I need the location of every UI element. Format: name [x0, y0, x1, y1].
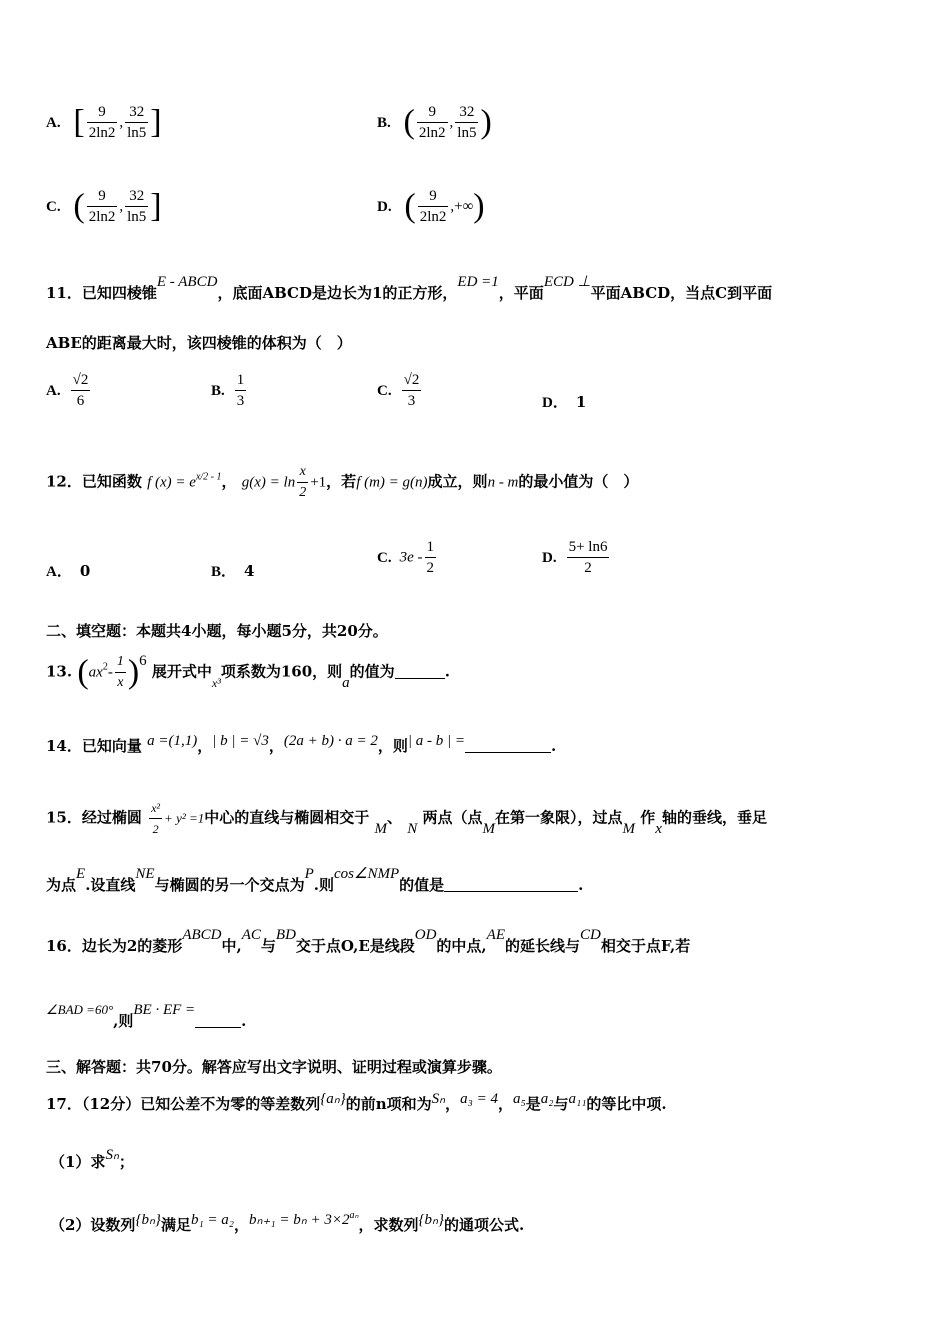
q13-answer-blank[interactable] [395, 666, 445, 679]
q16-stem-line1: 16．边长为2的菱形ABCD中,AC与BD交于点O,E是线段OD的中点,AE的延长线与CD相交于点F,若 [46, 927, 691, 955]
q16-answer-blank[interactable] [195, 1015, 241, 1028]
q14-answer-blank[interactable] [465, 740, 551, 753]
q13-stem: 13. ($ax^2-$ $\frac{1}{x}$ )6 展开式中$_{x^3}$项系数为160，则a的值为 . [46, 652, 450, 691]
q11-option-b: B. $\frac{1}{3}$ [211, 372, 245, 409]
q12-stem: 12．已知函数 f $(x) = e^{x/2 - 1}$， g(x) = ln $\frac{x}{2}$ +1，若f (m) = g(n)成立，则n - m的最小值为（ ） [46, 464, 639, 500]
q15-stem-line2: 为点E.设直线NE与椭圆的另一个交点为P.则cos∠NMP的值是 . [46, 866, 584, 894]
q12-option-c: C. 3e - $\frac{1}{2}$ [377, 539, 434, 576]
section-heading-solutions: 三、解答题：共70分。解答应写出文字说明、证明过程或演算步骤。 [46, 1058, 502, 1076]
q17-stem: 17．（12分）已知公差不为零的等差数列{aₙ}的前n项和为Sₙ，a₃ = 4，a₅是a₂与a₁₁的等比中项. [46, 1091, 667, 1113]
q10-option-b: B. ( $\frac{9}{2\ln 2}$ , $\frac{32}{\ln 5}$ ) [377, 103, 492, 141]
section-heading-fill-in: 二、填空题：本题共4小题，每小题5分，共20分。 [46, 622, 388, 640]
q14-stem: 14．已知向量 a =(1,1)，| b | = √3，(2a + b) · a = 2，则| a - b | = . [46, 733, 557, 755]
q17-part1: （1）求Sₙ； [50, 1147, 134, 1171]
q15-stem-line1: 15．经过椭圆 $\frac{\text{x²}}{2}$ + y² =1中心的直线与椭圆相交于 M、 N 两点（点M在第一象限），过点M 作x轴的垂线，垂足 [46, 798, 767, 839]
q10-option-c: C. ( $\frac{9}{2\ln 2}$ , $\frac{32}{\ln 5}$ ] [46, 187, 162, 225]
q16-stem-line2: ∠BAD =60°,则BE · EF =. [46, 1002, 247, 1030]
q17-part2: （2）设数列{bₙ}满足b₁ = a₂，$b_{n+1} = b_n + 3\times 2^{a_n}$，求数列{bₙ}的通项公式. [50, 1210, 525, 1234]
q11-option-c: C. $\frac{√2}{3}$ [377, 372, 420, 409]
q10-option-a: A. [ $\frac{9}{2\ln 2}$ , $\frac{32}{\ln 5}$ ] [46, 103, 162, 141]
q10-option-d: D. ( $\frac{9}{2\ln 2}$ ,+∞) [377, 187, 485, 225]
q15-answer-blank[interactable] [444, 879, 578, 892]
q11-stem-line2: ABE的距离最大时，该四棱锥的体积为（ ） [46, 334, 352, 352]
q12-option-d: D. $\frac{5+ \ln 6}{2}$ [542, 539, 608, 576]
q11-option-a: A. $\frac{√2}{6}$ [46, 372, 89, 409]
q11-option-d: D． 1 [542, 393, 587, 411]
q12-option-b: B． 4 [211, 562, 255, 580]
q11-stem-line1: 11．已知四棱锥E - ABCD，底面ABCD是边长为1的正方形，ED =1，平面ECD ⊥平面ABCD，当点C到平面 [46, 274, 773, 302]
q12-option-a: A． 0 [46, 562, 91, 580]
